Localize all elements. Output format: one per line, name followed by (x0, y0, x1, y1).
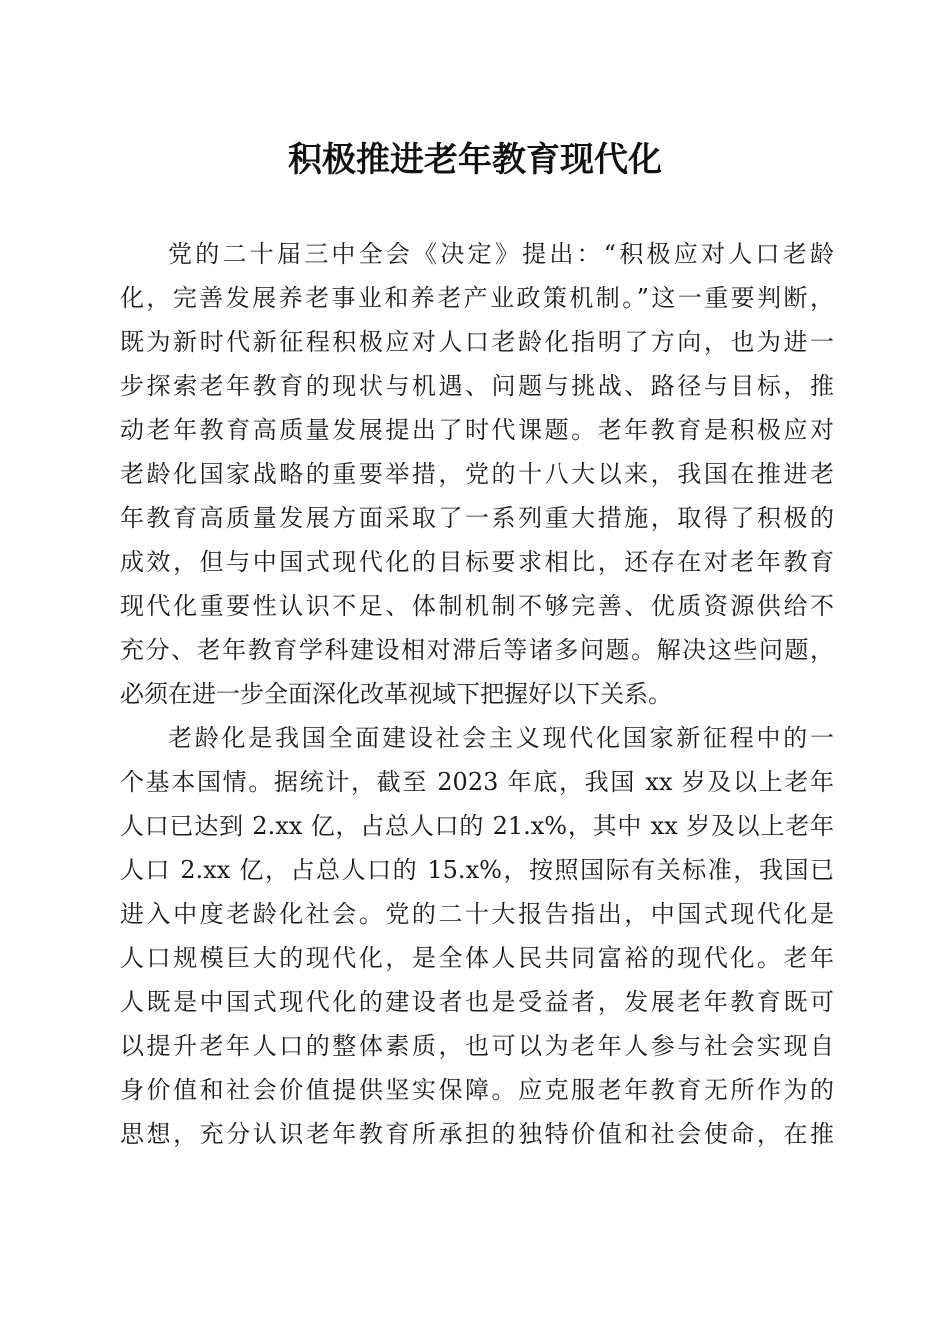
paragraph-line: 老龄化国家战略的重要举措，党的十八大以来，我国在推进老 (120, 460, 834, 488)
paragraph-line: 动老年教育高质量发展提出了时代课题。老年教育是积极应对 (120, 416, 834, 444)
paragraph-line: 充分、老年教育学科建设相对滞后等诸多问题。解决这些问题， (120, 636, 834, 664)
paragraph-line: 人口 2.xx 亿，占总人口的 15.x%，按照国际有关标准，我国已 (120, 856, 834, 884)
page-title: 积极推进老年教育现代化 (288, 140, 662, 180)
paragraph-line: 人口规模巨大的现代化，是全体人民共同富裕的现代化。老年 (120, 944, 834, 972)
paragraph-line: 步探索老年教育的现状与机遇、问题与挑战、路径与目标，推 (120, 372, 834, 400)
paragraph-line: 成效，但与中国式现代化的目标要求相比，还存在对老年教育 (120, 548, 834, 576)
paragraph-line: 身价值和社会价值提供坚实保障。应克服老年教育无所作为的 (120, 1076, 834, 1104)
paragraph-line: 个基本国情。据统计，截至 2023 年底，我国 xx 岁及以上老年 (120, 768, 834, 796)
paragraph-line: 化，完善发展养老事业和养老产业政策机制。”这一重要判断， (120, 284, 834, 312)
paragraph-line: 人既是中国式现代化的建设者也是受益者，发展老年教育既可 (120, 988, 834, 1016)
paragraph-line: 既为新时代新征程积极应对人口老龄化指明了方向，也为进一 (120, 328, 834, 356)
paragraph-line: 党的二十届三中全会《决定》提出：“积极应对人口老龄 (168, 240, 834, 268)
paragraph-line: 老龄化是我国全面建设社会主义现代化国家新征程中的一 (168, 724, 834, 752)
paragraph-line: 以提升老年人口的整体素质，也可以为老年人参与社会实现自 (120, 1032, 834, 1060)
paragraph-line: 必须在进一步全面深化改革视域下把握好以下关系。 (120, 680, 672, 708)
paragraph-line: 进入中度老龄化社会。党的二十大报告指出，中国式现代化是 (120, 900, 834, 928)
paragraph-line: 现代化重要性认识不足、体制机制不够完善、优质资源供给不 (120, 592, 834, 620)
paragraph-line: 年教育高质量发展方面采取了一系列重大措施，取得了积极的 (120, 504, 834, 532)
paragraph-line: 人口已达到 2.xx 亿，占总人口的 21.x%，其中 xx 岁及以上老年 (120, 812, 834, 840)
paragraph-line: 思想，充分认识老年教育所承担的独特价值和社会使命，在推 (120, 1120, 834, 1148)
